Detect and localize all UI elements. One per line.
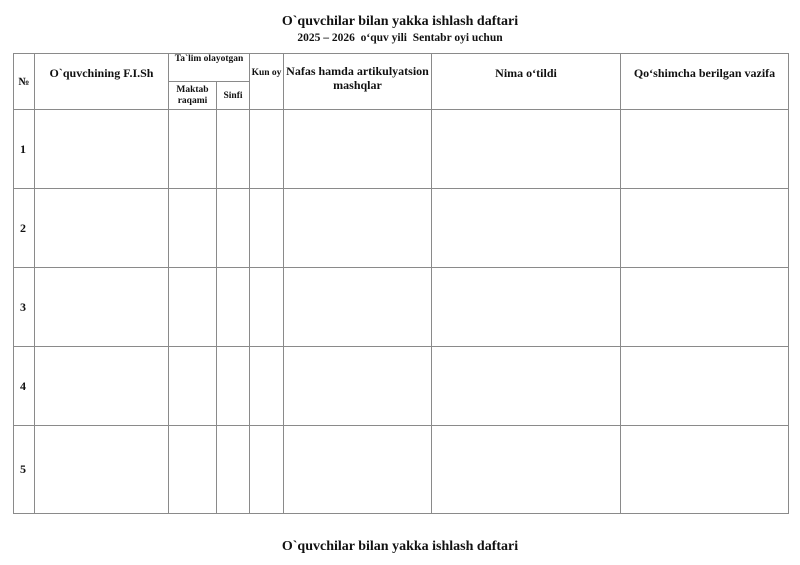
row-number: 1 [14, 110, 35, 189]
header-number: № [14, 54, 35, 110]
grade-cell[interactable] [217, 268, 250, 347]
additional-task-cell[interactable] [621, 110, 789, 189]
school-number-cell[interactable] [169, 268, 217, 347]
table-row [14, 189, 789, 268]
day-month-cell[interactable] [250, 268, 284, 347]
table-row [14, 268, 789, 347]
day-month-cell[interactable] [250, 110, 284, 189]
header-exercises: Nafas hamda artikulyatsion mashqlar [284, 54, 432, 110]
learned-cell[interactable] [432, 110, 621, 189]
learned-cell[interactable] [432, 268, 621, 347]
exercises-cell[interactable] [284, 268, 432, 347]
exercises-cell[interactable] [284, 189, 432, 268]
school-number-cell[interactable] [169, 110, 217, 189]
student-name-cell[interactable] [35, 268, 169, 347]
school-number-cell[interactable] [169, 347, 217, 426]
table-row [14, 426, 789, 514]
row-number: 4 [14, 347, 35, 426]
additional-task-cell[interactable] [621, 268, 789, 347]
header-education-group: Ta`lim olayotgan [169, 54, 250, 82]
header-additional-task: Qo‘shimcha berilgan vazifa [621, 54, 789, 110]
student-name-cell[interactable] [35, 110, 169, 189]
next-page-title: O`quvchilar bilan yakka ishlash daftari [281, 539, 519, 554]
additional-task-cell[interactable] [621, 347, 789, 426]
grade-cell[interactable] [217, 347, 250, 426]
student-name-cell[interactable] [35, 426, 169, 514]
student-name-cell[interactable] [35, 189, 169, 268]
journal-table [13, 53, 789, 514]
header-day-month: Kun oy [250, 54, 284, 110]
learned-cell[interactable] [432, 347, 621, 426]
row-number: 5 [14, 426, 35, 514]
header-school-number: Maktab raqami [169, 82, 217, 110]
table-row [14, 110, 789, 189]
header-student-name: O`quvchining F.I.Sh [35, 54, 169, 110]
grade-cell[interactable] [217, 426, 250, 514]
header-learned: Nima o‘tildi [432, 54, 621, 110]
row-number: 3 [14, 268, 35, 347]
day-month-cell[interactable] [250, 426, 284, 514]
exercises-cell[interactable] [284, 110, 432, 189]
learned-cell[interactable] [432, 189, 621, 268]
document-title: O`quvchilar bilan yakka ishlash daftari [281, 14, 519, 29]
school-number-cell[interactable] [169, 189, 217, 268]
exercises-cell[interactable] [284, 347, 432, 426]
grade-cell[interactable] [217, 110, 250, 189]
header-grade: Sinfi [217, 82, 250, 110]
school-number-cell[interactable] [169, 426, 217, 514]
additional-task-cell[interactable] [621, 189, 789, 268]
learned-cell[interactable] [432, 426, 621, 514]
grade-cell[interactable] [217, 189, 250, 268]
row-number: 2 [14, 189, 35, 268]
day-month-cell[interactable] [250, 347, 284, 426]
additional-task-cell[interactable] [621, 426, 789, 514]
exercises-cell[interactable] [284, 426, 432, 514]
table-row [14, 347, 789, 426]
student-name-cell[interactable] [35, 347, 169, 426]
day-month-cell[interactable] [250, 189, 284, 268]
document-subtitle: 2025 – 2026 o‘quv yili Sentabr oyi uchun [297, 32, 503, 44]
